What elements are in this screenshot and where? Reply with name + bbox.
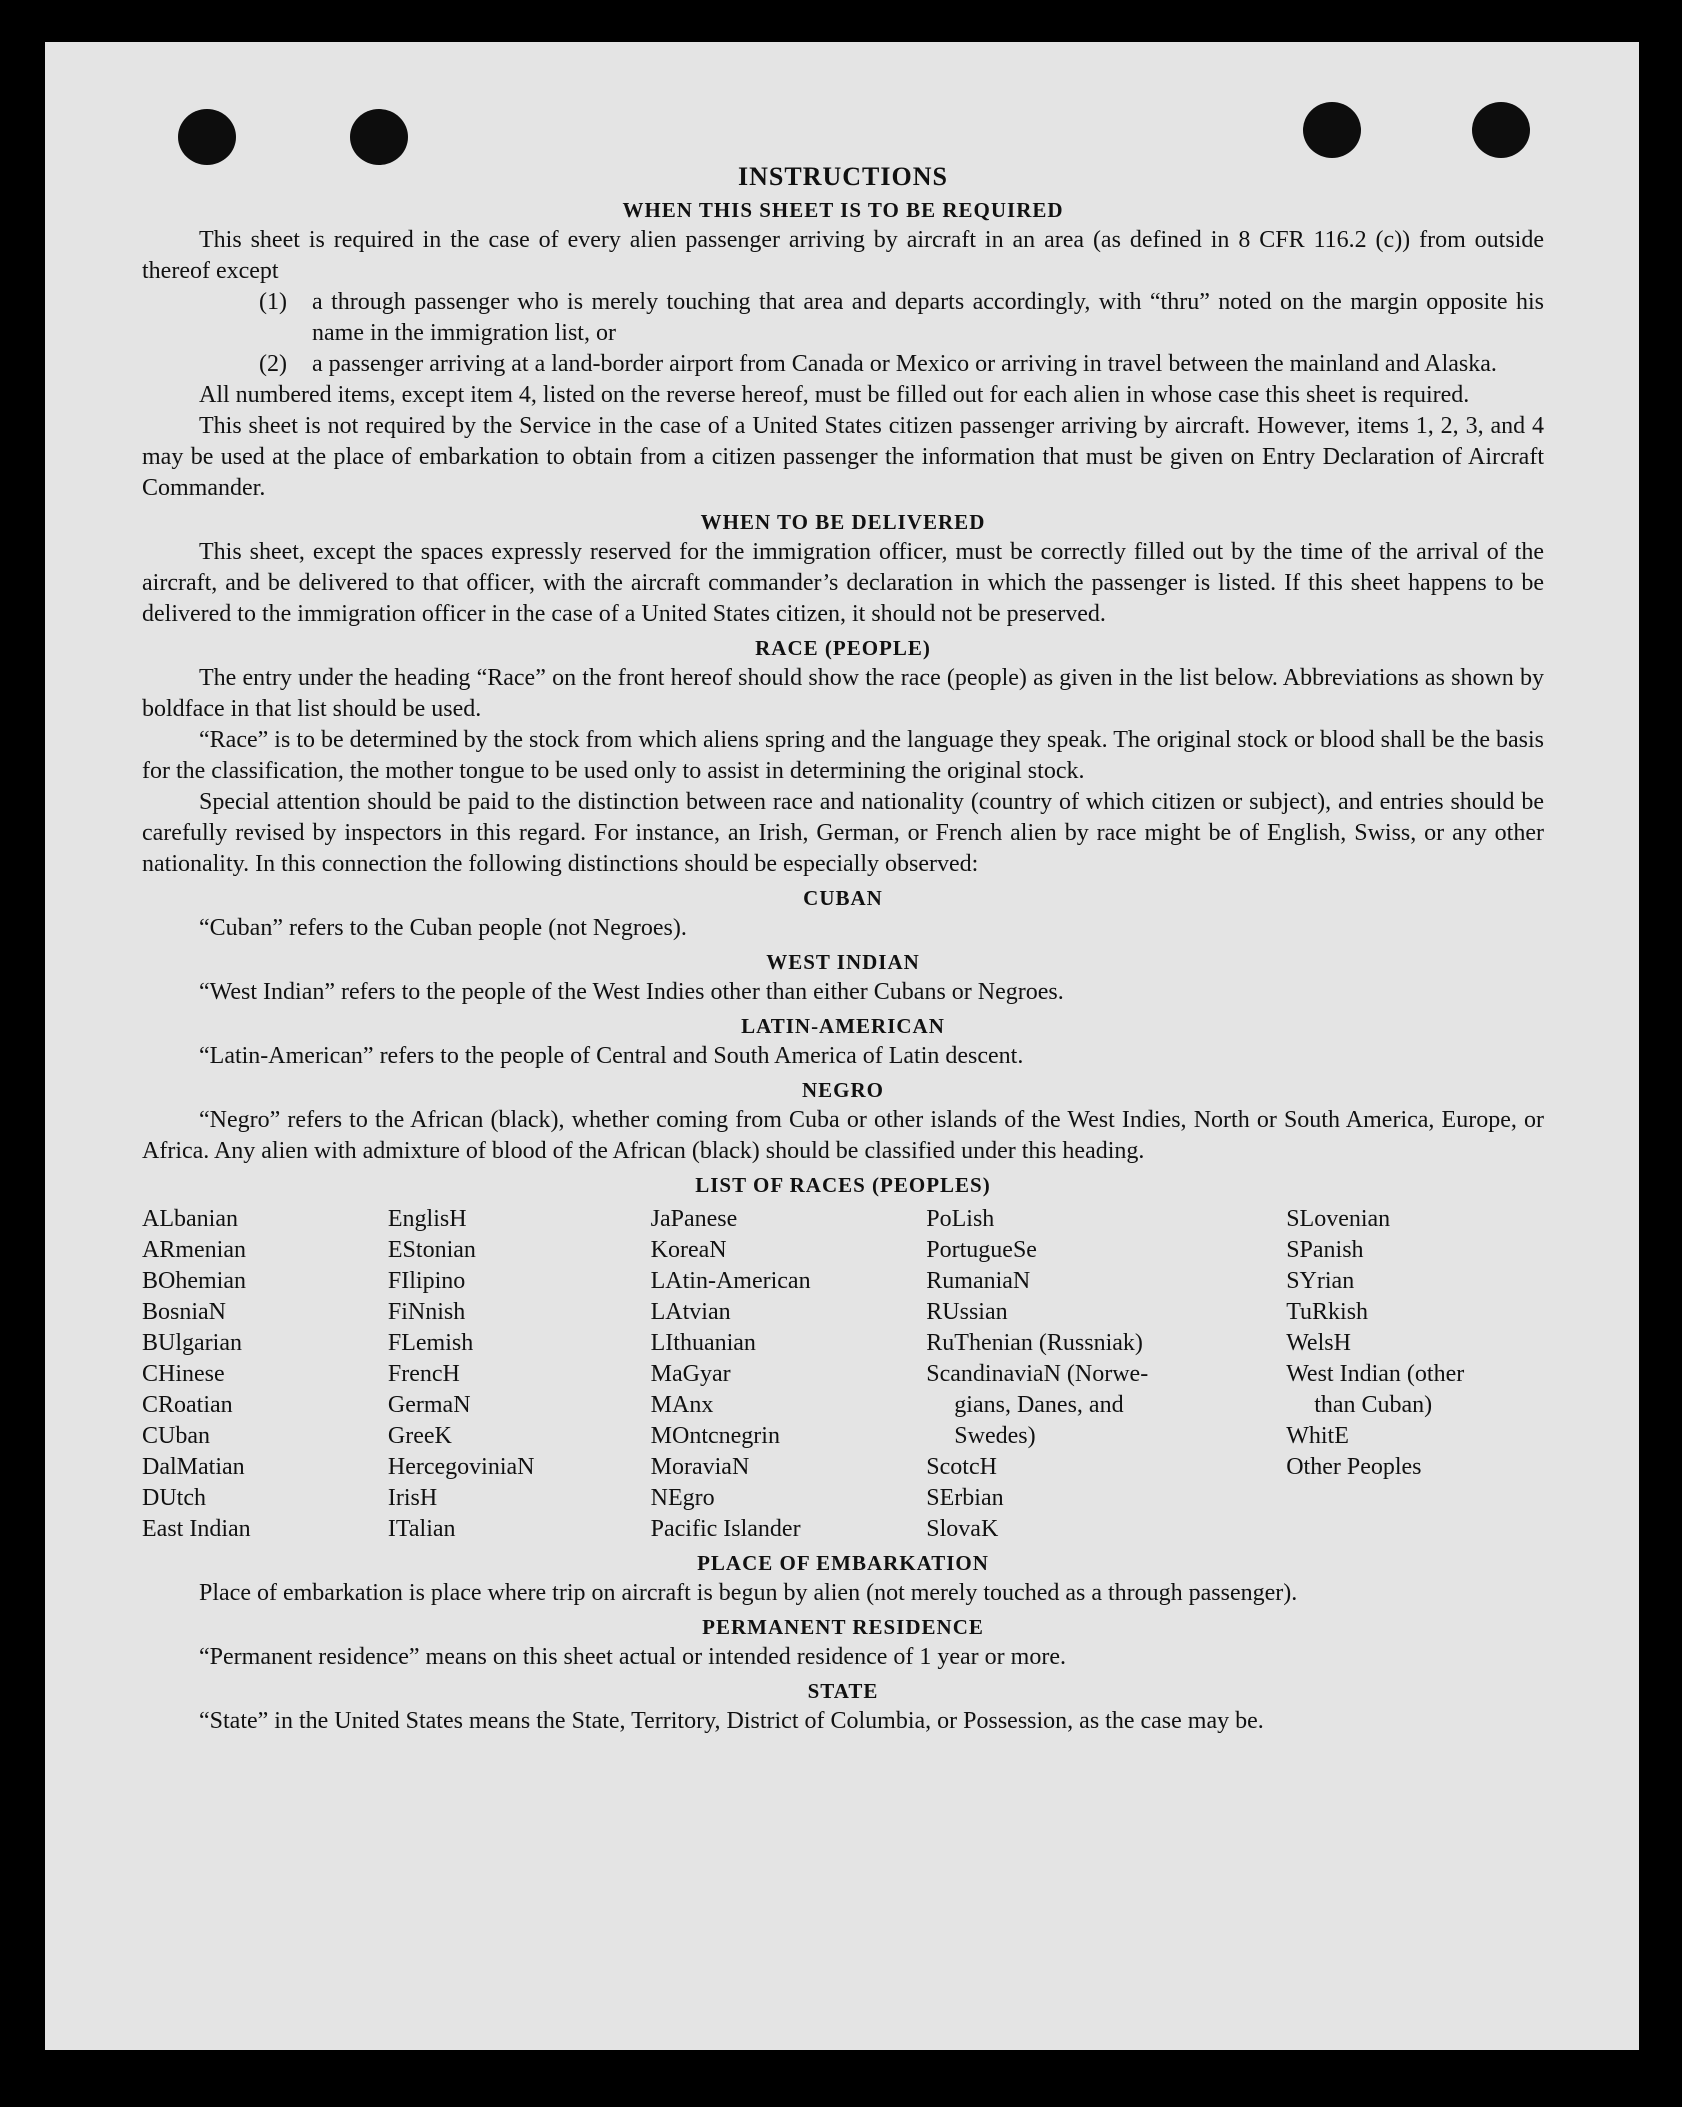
race-list-entry: MaGyar — [650, 1361, 731, 1387]
paragraph: “Cuban” refers to the Cuban people (not Negroes). — [199, 915, 687, 941]
race-list-column-1 — [142, 1204, 388, 1545]
race-list-entry: ScotcH — [926, 1454, 997, 1480]
race-list-entry: BOhemian — [142, 1268, 246, 1294]
race-list-entry: ScandinaviaN (Norwe- — [926, 1361, 1149, 1387]
paragraph: This sheet is not required by the Service in the case of a United States citizen passenger arriving by aircraft. However, items 1, 2, 3, and 4 may be used at the place of embarkation to obtain from a citizen passenger the information that must be given on Entry Declaration of Aircraft Commander. — [142, 413, 1544, 501]
race-list-entry: BosniaN — [142, 1299, 226, 1325]
race-list-entry: BUlgarian — [142, 1330, 242, 1356]
race-list-entry: GermaN — [387, 1392, 471, 1418]
race-list-entry: IrisH — [387, 1485, 438, 1511]
race-list-entry: JaPanese — [650, 1206, 738, 1232]
race-list-entry: HercegoviniaN — [387, 1454, 535, 1480]
heading-cuban: CUBAN — [803, 886, 883, 910]
race-list-entry: CHinese — [142, 1361, 225, 1387]
race-list-entry: GreeK — [387, 1423, 452, 1449]
heading-permanent-residence: PERMANENT RESIDENCE — [702, 1615, 984, 1639]
punch-hole-right-1 — [1303, 102, 1361, 158]
race-list-entry: PoLish — [926, 1206, 995, 1232]
paragraph: “West Indian” refers to the people of the West Indies other than either Cubans or Negroes. — [199, 979, 1064, 1005]
race-list-column-3 — [651, 1204, 927, 1545]
race-list-entry: RuThenian (Russniak) — [926, 1330, 1143, 1356]
race-list-entry: Swedes) — [954, 1423, 1036, 1449]
race-list-entry: KoreaN — [650, 1237, 727, 1263]
heading-when-delivered: WHEN TO BE DELIVERED — [700, 510, 986, 534]
race-list-entry: than Cuban) — [1314, 1392, 1433, 1418]
item-number: (2) — [259, 351, 287, 377]
exception-item-1 — [142, 287, 1544, 349]
race-list-entry: RUssian — [926, 1299, 1008, 1325]
race-list-column-2 — [388, 1204, 651, 1545]
paragraph: “State” in the United States means the State, Territory, District of Columbia, or Possession, as the case may be. — [199, 1708, 1264, 1734]
heading-embarkation: PLACE OF EMBARKATION — [697, 1551, 989, 1575]
race-list-entry: Other Peoples — [1286, 1454, 1422, 1480]
race-list-entry: ITalian — [387, 1516, 456, 1542]
race-list-entry: MOntcnegrin — [650, 1423, 780, 1449]
race-list-entry: MoraviaN — [650, 1454, 750, 1480]
heading-west-indian: WEST INDIAN — [766, 950, 920, 974]
item-number: (1) — [259, 289, 287, 315]
race-list-entry: SErbian — [926, 1485, 1004, 1511]
race-list-entry: gians, Danes, and — [954, 1392, 1124, 1418]
race-list-entry: SLovenian — [1286, 1206, 1391, 1232]
paragraph: Special attention should be paid to the distinction between race and nationality (country of which citizen or subject), and entries should be carefully revised by inspectors in this regard. For instance, an Irish, German, or French alien by race might be of English, Swiss, or any other nationality. In this connection the following distinctions should be especially observed: — [142, 789, 1544, 877]
race-list-entry: PortugueSe — [926, 1237, 1037, 1263]
paragraph: This sheet is required in the case of every alien passenger arriving by aircraft in an area (as defined in 8 CFR 116.2 (c)) from outside thereof except — [142, 227, 1544, 284]
race-list-entry: FLemish — [387, 1330, 474, 1356]
paragraph: “Permanent residence” means on this sheet actual or intended residence of 1 year or more. — [199, 1644, 1066, 1670]
paragraph: “Latin-American” refers to the people of Central and South America of Latin descent. — [199, 1043, 1024, 1069]
item-text: a through passenger who is merely touching that area and departs accordingly, with “thru” noted on the margin opposite his name in the immigration list, or — [312, 289, 1544, 346]
race-list-entry: SYrian — [1286, 1268, 1355, 1294]
heading-race: RACE (PEOPLE) — [755, 636, 931, 660]
punch-hole-left-2 — [350, 109, 408, 165]
race-list-entry: LIthuanian — [650, 1330, 756, 1356]
race-list-entry: LAtin-American — [650, 1268, 811, 1294]
document-title: INSTRUCTIONS — [738, 162, 948, 191]
race-list-entry: CUban — [142, 1423, 210, 1449]
race-list-entry: WelsH — [1286, 1330, 1351, 1356]
race-list-entry: CRoatian — [142, 1392, 233, 1418]
item-text: a passenger arriving at a land-border airport from Canada or Mexico or arriving in travel between the mainland and Alaska. — [312, 351, 1497, 377]
paragraph: “Race” is to be determined by the stock from which aliens spring and the language they speak. The original stock or blood shall be the basis for the classification, the mother tongue to be used only to assist in determining the original stock. — [142, 727, 1544, 784]
race-list-entry: FiNnish — [387, 1299, 466, 1325]
paragraph: Place of embarkation is place where trip on aircraft is begun by alien (not merely touched as a through passenger). — [199, 1580, 1298, 1606]
heading-when-required: WHEN THIS SHEET IS TO BE REQUIRED — [622, 198, 1064, 222]
race-list-entry: RumaniaN — [926, 1268, 1031, 1294]
punch-hole-left-1 — [178, 109, 236, 165]
heading-list-of-races: LIST OF RACES (PEOPLES) — [695, 1173, 991, 1197]
race-list-entry: WhitE — [1286, 1423, 1349, 1449]
paragraph: All numbered items, except item 4, listed on the reverse hereof, must be filled out for each alien in whose case this sheet is required. — [199, 382, 1470, 408]
race-list-entry: Pacific Islander — [650, 1516, 801, 1542]
race-list-column-4 — [926, 1204, 1286, 1545]
heading-negro: NEGRO — [801, 1078, 884, 1102]
race-list-entry: TuRkish — [1286, 1299, 1369, 1325]
race-list-entry: DalMatian — [142, 1454, 245, 1480]
race-list — [142, 1204, 1544, 1545]
race-list-entry: EnglisH — [387, 1206, 467, 1232]
race-list-entry: MAnx — [650, 1392, 714, 1418]
race-list-entry: West Indian (other — [1286, 1361, 1465, 1387]
race-list-entry: LAtvian — [650, 1299, 731, 1325]
race-list-entry: East Indian — [142, 1516, 251, 1542]
paragraph: The entry under the heading “Race” on the front hereof should show the race (people) as given in the list below. Abbreviations as shown by boldface in that list should be used. — [142, 665, 1544, 722]
heading-latin-american: LATIN-AMERICAN — [741, 1014, 945, 1038]
race-list-entry: DUtch — [142, 1485, 206, 1511]
punch-hole-right-2 — [1472, 102, 1530, 158]
race-list-entry: NEgro — [650, 1485, 715, 1511]
race-list-entry: FrencH — [387, 1361, 460, 1387]
race-list-entry: SlovaK — [926, 1516, 999, 1542]
race-list-entry: EStonian — [387, 1237, 476, 1263]
paragraph: This sheet, except the spaces expressly reserved for the immigration officer, must be correctly filled out by the time of the arrival of the aircraft, and be delivered to that officer, with the aircraft commander’s declaration in which the passenger is listed. If this sheet happens to be delivered to the immigration officer in the case of a United States citizen, it should not be preserved. — [142, 539, 1544, 627]
exception-item-2 — [142, 349, 1544, 380]
heading-state: STATE — [807, 1679, 879, 1703]
race-list-entry: ARmenian — [142, 1237, 246, 1263]
race-list-entry: FIlipino — [387, 1268, 466, 1294]
race-list-entry: SPanish — [1286, 1237, 1364, 1263]
paragraph: “Negro” refers to the African (black), whether coming from Cuba or other islands of the West Indies, North or South America, Europe, or Africa. Any alien with admixture of blood of the African (black) should be classified under this heading. — [142, 1107, 1544, 1164]
race-list-column-5 — [1286, 1204, 1544, 1545]
race-list-entry: ALbanian — [142, 1206, 238, 1232]
document-sheet — [45, 42, 1639, 2050]
